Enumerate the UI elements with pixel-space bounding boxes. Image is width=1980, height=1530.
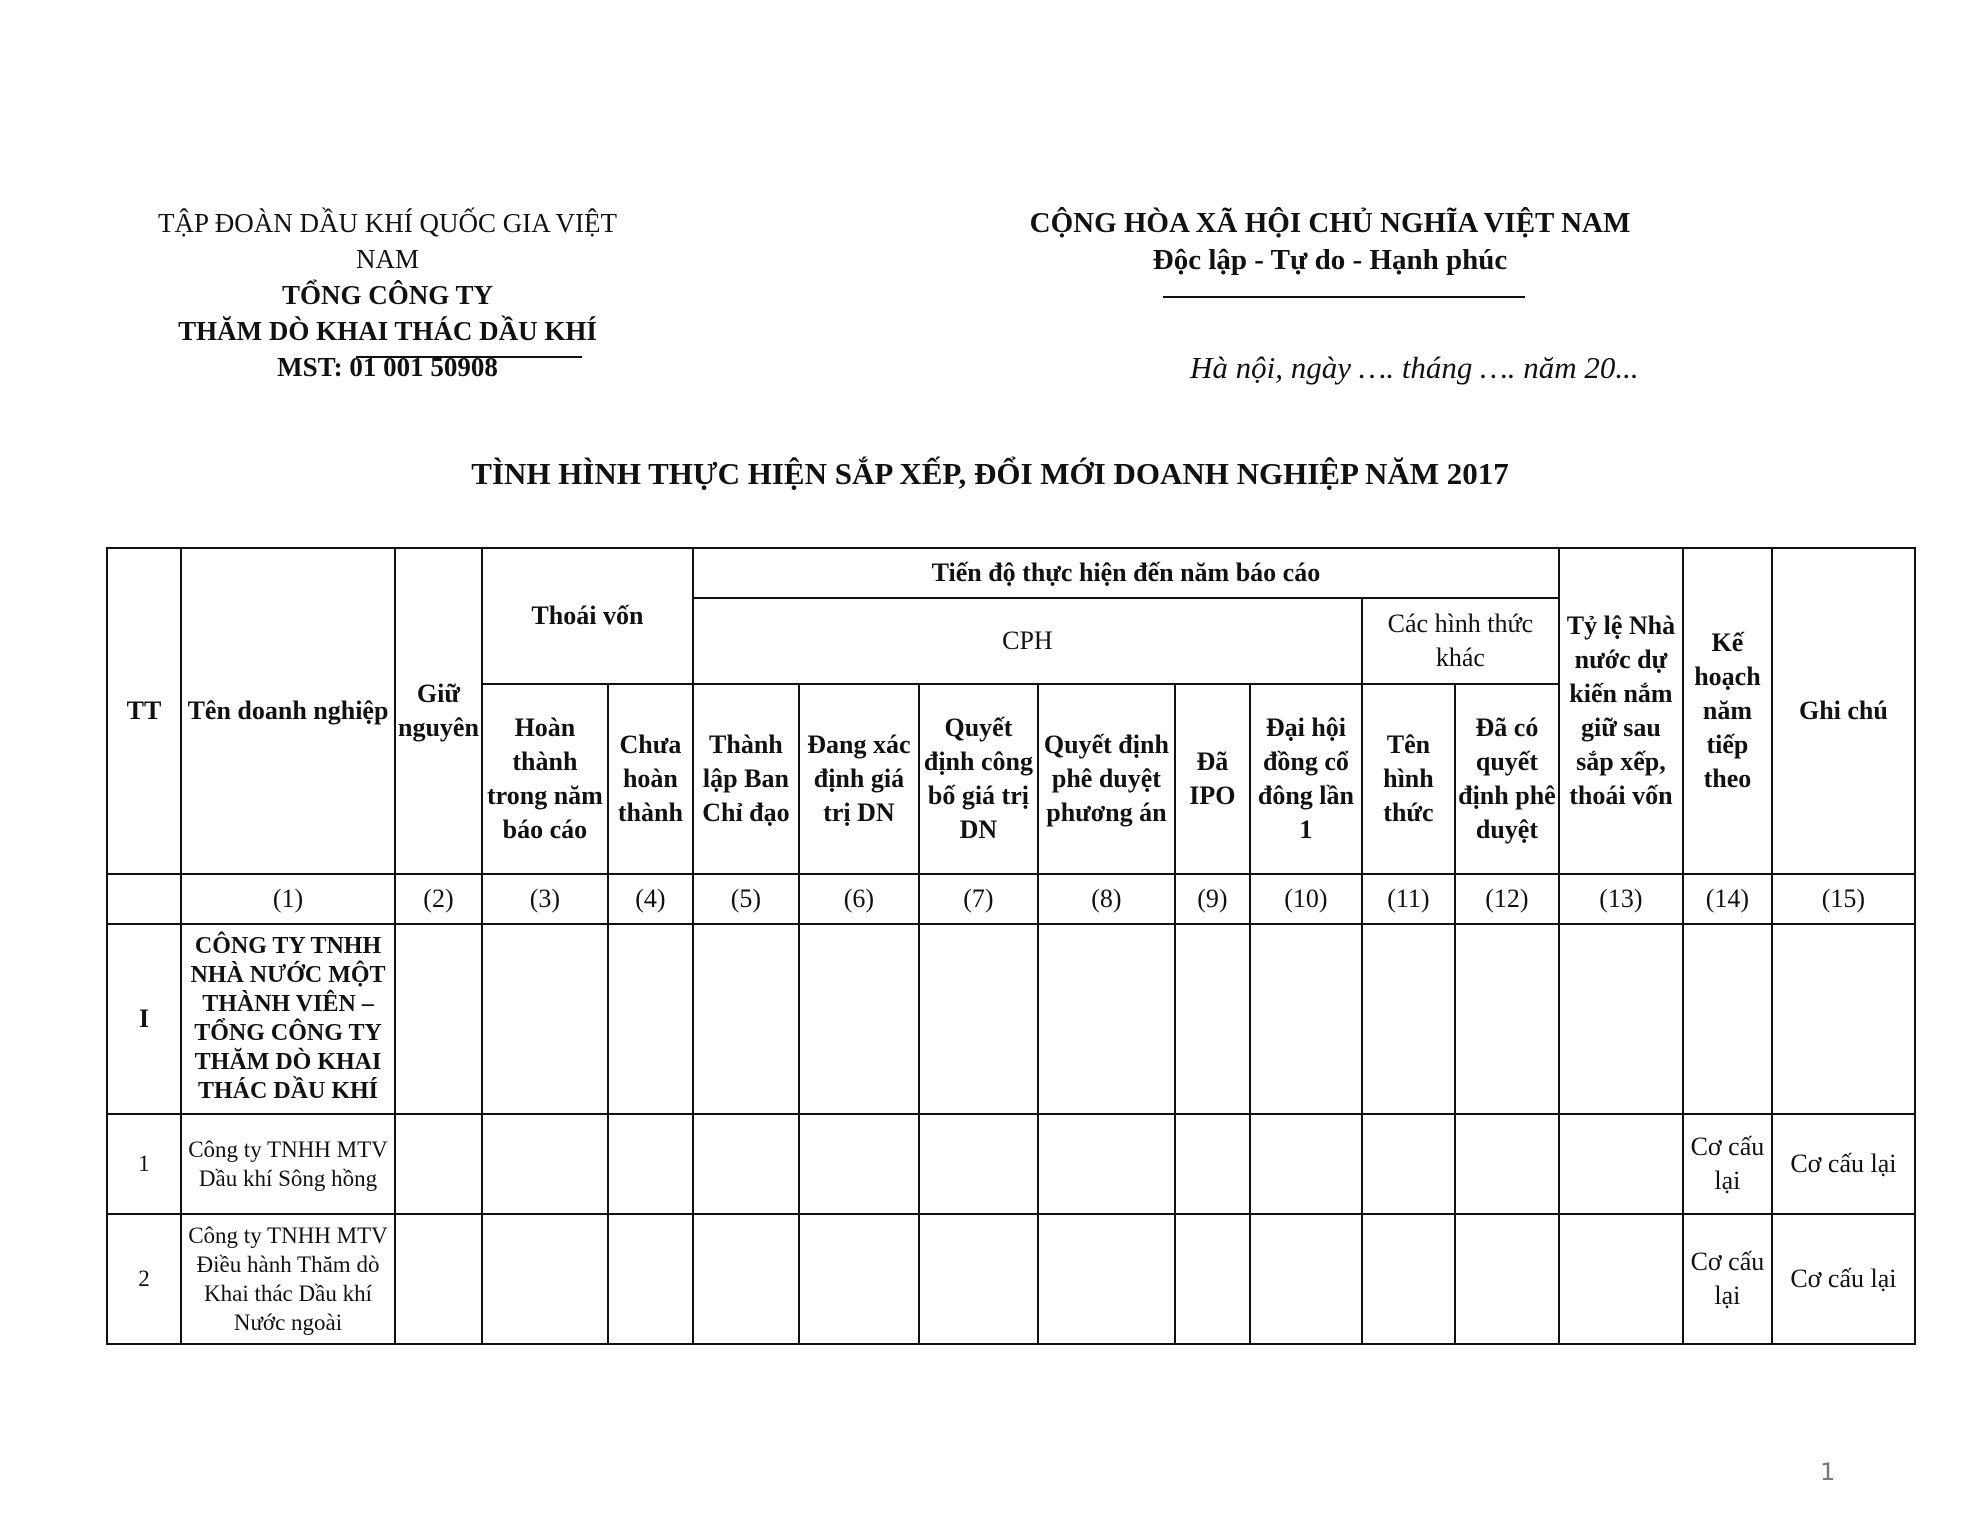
tax-code: MST: 01 001 50908 xyxy=(277,352,498,382)
column-number: (10) xyxy=(1250,874,1362,924)
column-number: (9) xyxy=(1175,874,1250,924)
column-number: (5) xyxy=(693,874,799,924)
column-number: (7) xyxy=(919,874,1038,924)
column-number: (8) xyxy=(1038,874,1175,924)
motto-underline xyxy=(1163,296,1525,298)
column-number: (11) xyxy=(1362,874,1455,924)
header-ipo: Đã IPO xyxy=(1175,684,1250,874)
header-announce-value: Quyết định công bố giá trị DN xyxy=(919,684,1038,874)
column-number: (2) xyxy=(395,874,482,924)
header-valuing: Đang xác định giá trị DN xyxy=(799,684,919,874)
country-name: CỘNG HÒA XÃ HỘI CHỦ NGHĨA VIỆT NAM xyxy=(1029,207,1631,239)
row-notes: Cơ cấu lại xyxy=(1772,1114,1915,1214)
issuer-block xyxy=(150,205,625,385)
column-number: (14) xyxy=(1683,874,1772,924)
document-title: TÌNH HÌNH THỰC HIỆN SẮP XẾP, ĐỔI MỚI DOANH NGHIỆP NĂM 2017 xyxy=(471,456,1509,491)
header-first-meeting: Đại hội đồng cổ đông lần 1 xyxy=(1250,684,1362,874)
row-name: Công ty TNHH MTV Dầu khí Sông hồng xyxy=(181,1114,395,1214)
row-tt: 1 xyxy=(107,1114,181,1214)
table-row xyxy=(107,1214,1915,1344)
column-number: (1) xyxy=(181,874,395,924)
column-number: (13) xyxy=(1559,874,1683,924)
column-number xyxy=(107,874,181,924)
row-name: Công ty TNHH MTV Điều hành Thăm dò Khai thác Dầu khí Nước ngoài xyxy=(181,1214,395,1344)
header-next-plan: Kế hoạch năm tiếp theo xyxy=(1683,548,1772,874)
row-next-plan: Cơ cấu lại xyxy=(1683,1214,1772,1344)
header-steering: Thành lập Ban Chỉ đạo xyxy=(693,684,799,874)
header-name: Tên doanh nghiệp xyxy=(181,548,395,874)
row-notes: Cơ cấu lại xyxy=(1772,1214,1915,1344)
column-number: (6) xyxy=(799,874,919,924)
report-table xyxy=(106,547,1916,1345)
page-number: 1 xyxy=(1820,1458,1836,1486)
motto: Độc lập - Tự do - Hạnh phúc xyxy=(1152,244,1508,276)
header-ratio: Tỷ lệ Nhà nước dự kiến nắm giữ sau sắp xếp, thoái vốn xyxy=(1559,548,1683,874)
national-motto-block xyxy=(1000,205,1660,279)
group-name: CÔNG TY TNHH NHÀ NƯỚC MỘT THÀNH VIÊN – TỔNG CÔNG TY THĂM DÒ KHAI THÁC DẦU KHÍ xyxy=(181,924,395,1114)
header-cph: CPH xyxy=(693,598,1362,684)
header-approve-plan: Quyết định phê duyệt phương án xyxy=(1038,684,1175,874)
date-line: Hà nội, ngày …. tháng …. năm 20... xyxy=(1190,350,1639,385)
issuer-group: TẬP ĐOÀN DẦU KHÍ QUỐC GIA VIỆT NAM xyxy=(158,208,617,274)
issuer-name: THĂM DÒ KHAI THÁC DẦU KHÍ xyxy=(178,316,597,346)
header-divest-not-done: Chưa hoàn thành xyxy=(608,684,693,874)
group-row xyxy=(107,924,1915,1114)
header-tt: TT xyxy=(107,548,181,874)
header-other-forms: Các hình thức khác xyxy=(1362,598,1559,684)
header-approved: Đã có quyết định phê duyệt xyxy=(1455,684,1559,874)
header-keep: Giữ nguyên xyxy=(395,548,482,874)
issuer-underline xyxy=(356,356,582,358)
header-form-name: Tên hình thức xyxy=(1362,684,1455,874)
issuer-corporation: TỔNG CÔNG TY xyxy=(281,280,494,310)
row-tt: 2 xyxy=(107,1214,181,1344)
row-next-plan: Cơ cấu lại xyxy=(1683,1114,1772,1214)
header-progress: Tiến độ thực hiện đến năm báo cáo xyxy=(693,548,1559,598)
column-number: (12) xyxy=(1455,874,1559,924)
column-number: (15) xyxy=(1772,874,1915,924)
group-tt: I xyxy=(107,924,181,1114)
header-divest-done: Hoàn thành trong năm báo cáo xyxy=(482,684,608,874)
table-row xyxy=(107,1114,1915,1214)
header-notes: Ghi chú xyxy=(1772,548,1915,874)
column-number: (4) xyxy=(608,874,693,924)
column-number: (3) xyxy=(482,874,608,924)
header-divest: Thoái vốn xyxy=(482,548,693,684)
